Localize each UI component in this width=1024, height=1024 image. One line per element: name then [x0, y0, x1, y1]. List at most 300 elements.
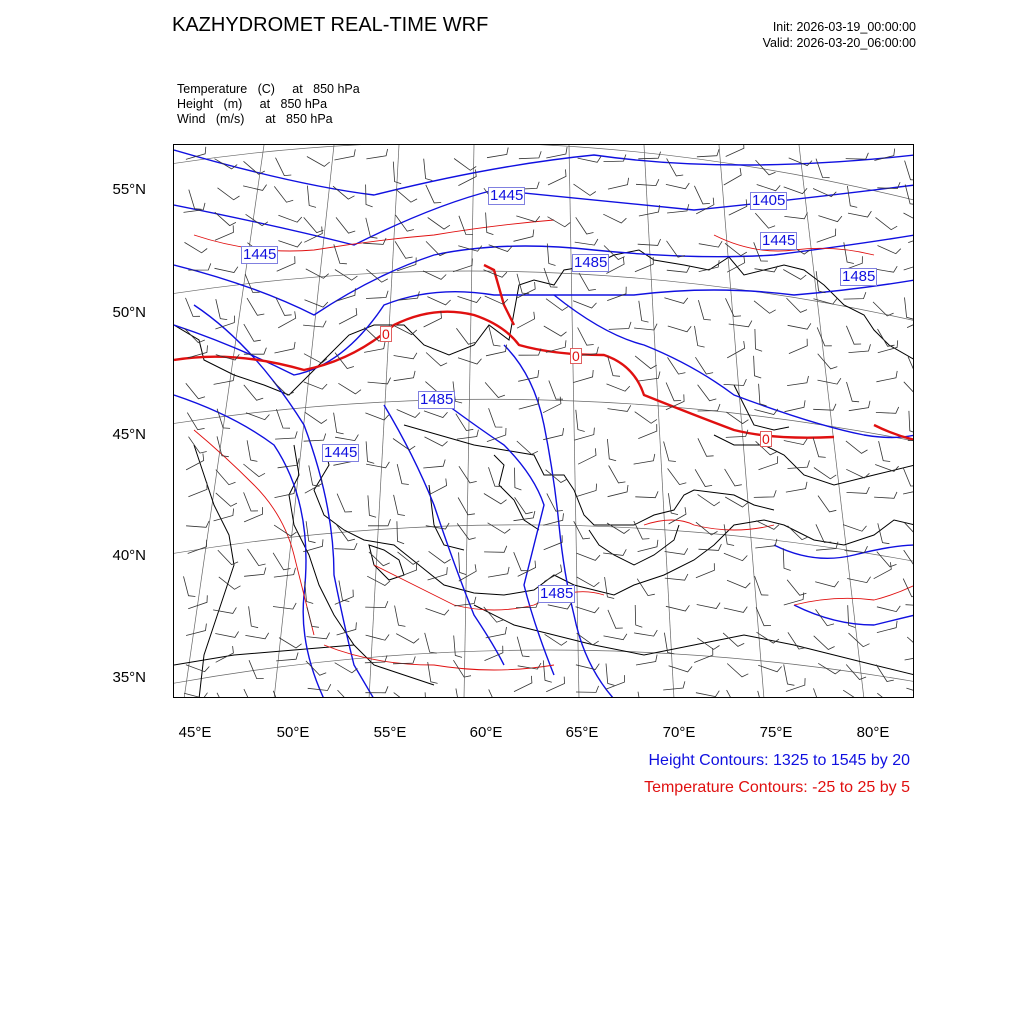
wind-barb [366, 185, 373, 207]
wind-barb [725, 469, 742, 486]
wind-barb [398, 552, 420, 565]
wind-barb [544, 535, 563, 550]
wind-barb [638, 692, 648, 698]
wind-barb [846, 441, 868, 454]
height-label: 1445 [490, 187, 524, 204]
wind-barb [397, 410, 420, 418]
wind-barb [905, 161, 914, 181]
wind-barb [243, 185, 267, 191]
wind-barb [188, 540, 207, 554]
wind-barb [818, 496, 836, 512]
wind-barb [754, 356, 762, 378]
wind-barb [515, 468, 522, 490]
wind-barb [215, 225, 233, 240]
wind-barb [484, 494, 507, 504]
wind-barb [454, 159, 476, 171]
wind-barb [366, 441, 374, 463]
wind-barb [546, 470, 568, 483]
wind-barb [696, 563, 715, 578]
wind-barb [663, 681, 685, 690]
wind-barb [304, 382, 327, 389]
wind-barb [908, 357, 914, 375]
wind-barb [485, 296, 508, 304]
wind-barb [306, 661, 326, 675]
wind-barb [335, 435, 358, 441]
wind-barb [814, 468, 836, 479]
wind-barb [667, 266, 690, 272]
wind-barb [726, 298, 742, 316]
wind-barb [454, 636, 462, 658]
wind-barb [459, 552, 467, 574]
wind-barb [425, 692, 433, 698]
wind-barb [818, 378, 841, 384]
lon-line-55 [369, 145, 399, 698]
wind-barb [754, 301, 776, 314]
wind-barb [576, 664, 599, 670]
wind-barb [573, 301, 596, 308]
wind-barb [519, 397, 539, 409]
map-panel [173, 144, 914, 698]
wind-barb [245, 633, 268, 639]
wind-barb [608, 610, 623, 628]
wind-barb [755, 266, 778, 272]
wind-barb [905, 297, 914, 319]
wind-barb [394, 353, 417, 359]
wind-barb [849, 633, 870, 647]
wind-barb [423, 460, 445, 469]
lat-label-40: 40°N [112, 547, 146, 564]
lat-label-45: 45°N [112, 426, 146, 443]
height-contour [774, 545, 914, 558]
wind-barb [844, 292, 866, 299]
wind-barb [276, 298, 292, 316]
wind-barb [668, 469, 687, 485]
wind-barb [665, 548, 688, 554]
wind-barb [247, 298, 264, 315]
wind-barb [426, 608, 449, 615]
wind-barb [725, 243, 747, 255]
temperature-contours-legend: Temperature Contours: -25 to 25 by 5 [644, 779, 910, 796]
wind-barb [189, 190, 202, 210]
wind-barb [874, 562, 892, 579]
wind-barb [543, 660, 552, 682]
wind-barb [666, 183, 689, 189]
wind-barb [489, 408, 503, 427]
lon-label-70: 70°E [662, 724, 696, 741]
lat-line-55 [174, 145, 914, 205]
wind-barb [514, 676, 532, 692]
wind-barb [635, 356, 657, 369]
wind-barb [846, 665, 866, 680]
wind-barb [847, 186, 857, 207]
wind-barb [275, 342, 296, 353]
wind-barb [879, 441, 891, 461]
wind-barb [876, 371, 897, 382]
wind-barb [429, 551, 451, 563]
wind-barb [365, 601, 388, 608]
wind-barb [307, 633, 330, 639]
wind-barb [215, 632, 238, 638]
wind-barb [694, 186, 710, 204]
wind-barb [814, 636, 835, 650]
wind-barb [876, 217, 898, 229]
wind-barb [396, 634, 419, 644]
wind-barb [877, 693, 899, 698]
wind-barb [304, 354, 327, 364]
wind-barb [699, 544, 722, 550]
wind-barb [243, 464, 265, 477]
height-label: 1485 [540, 585, 574, 602]
lon-label-80: 80°E [856, 724, 890, 741]
run-times [763, 19, 916, 51]
wind-barb [789, 339, 807, 354]
wind-barb [846, 153, 869, 159]
wind-barb [334, 149, 355, 160]
wind-barb [727, 580, 750, 588]
wind-barb [607, 439, 616, 461]
wind-barb [334, 413, 344, 434]
uzbekistan-border [494, 455, 539, 530]
wind-barb [874, 266, 897, 272]
wind-barb [214, 374, 235, 385]
wind-barb [665, 574, 688, 580]
height-label: 1445 [243, 246, 277, 263]
wind-barb [578, 156, 601, 162]
wind-barb [459, 216, 473, 235]
wind-barb [546, 299, 568, 311]
wind-barb [368, 378, 391, 384]
wind-barb [608, 178, 629, 189]
wind-barb [874, 492, 897, 498]
wind-barb [636, 179, 659, 185]
wind-barb [878, 523, 890, 543]
wind-barb [453, 259, 472, 272]
wind-barb [607, 287, 626, 301]
wind-barb [426, 353, 447, 366]
wind-barb [698, 385, 717, 401]
wind-barb [815, 581, 838, 587]
wind-barb [817, 229, 836, 243]
wind-barb [876, 665, 894, 682]
wind-barb [699, 241, 722, 247]
wind-barb [904, 213, 915, 222]
wind-barb [276, 409, 290, 428]
wind-barb [305, 582, 314, 604]
wind-barb [724, 379, 747, 385]
wind-barb [394, 693, 416, 698]
wind-barb [548, 603, 571, 609]
wind-barb [909, 411, 914, 433]
iran-border [174, 645, 354, 665]
wind-barb [216, 646, 234, 662]
wind-barb [846, 469, 869, 478]
wind-barb [547, 493, 563, 511]
wind-barb [339, 581, 349, 602]
wind-barb [366, 149, 387, 159]
lon-label-55: 55°E [373, 724, 407, 741]
wind-barb [456, 689, 467, 699]
wind-barb [635, 412, 657, 424]
wind-barb [274, 186, 293, 202]
wind-barb [634, 630, 657, 636]
temperature-label: 0 [382, 326, 390, 342]
aral-sea [369, 545, 404, 580]
wind-barb [906, 600, 915, 606]
wind-barb [636, 655, 657, 665]
wind-barb [397, 258, 416, 271]
height-contour [174, 150, 914, 195]
wind-barb [846, 326, 861, 344]
wind-barb [273, 553, 290, 570]
height-label: 1445 [762, 232, 796, 249]
wind-barb [548, 169, 566, 185]
wind-barb [576, 217, 594, 234]
wind-barb [698, 438, 714, 456]
wind-barb [185, 242, 208, 252]
wind-barb [213, 607, 236, 613]
wind-barb [307, 157, 330, 167]
wind-barb [845, 546, 868, 552]
caspian-west-coast [194, 445, 234, 698]
lon-label-75: 75°E [759, 724, 793, 741]
wind-barb [278, 458, 300, 467]
field-descriptions [177, 82, 360, 127]
wind-barb [489, 689, 504, 698]
init-time: Init: 2026-03-19_00:00:00 [772, 20, 916, 34]
chart-title: KAZHYDROMET REAL-TIME WRF [172, 14, 489, 36]
wind-barb [338, 383, 361, 394]
wind-barb [573, 370, 593, 383]
wind-barb [244, 689, 260, 698]
wind-barb [603, 214, 626, 223]
central-asia-southern-border [314, 445, 914, 595]
wind-barb [217, 693, 233, 698]
wind-barb [425, 437, 448, 446]
wind-barb [849, 344, 871, 352]
wind-barb [215, 267, 238, 273]
wind-barb [338, 690, 358, 698]
wind-barb [814, 688, 828, 698]
wind-barb [549, 381, 563, 400]
wind-barb [189, 437, 207, 453]
wind-barb [428, 218, 450, 230]
wind-barb [634, 454, 655, 464]
wind-barb [878, 246, 901, 254]
wind-barb [304, 217, 324, 232]
wind-barb [426, 185, 441, 203]
wind-barb [488, 523, 511, 534]
wind-barb [786, 678, 805, 691]
wind-barb [186, 624, 206, 636]
wind-barb [667, 241, 685, 257]
wind-barb [334, 244, 347, 263]
wind-barb [608, 485, 628, 497]
wind-barb [218, 188, 240, 200]
wind-barb [514, 230, 534, 242]
wind-barb [184, 576, 196, 596]
wind-barb [813, 404, 836, 410]
height-label: 1405 [752, 192, 786, 209]
wind-barb [454, 597, 476, 606]
wind-barb [514, 552, 529, 571]
wind-barb [847, 382, 860, 402]
wind-barb [186, 665, 209, 672]
wind-barb [606, 675, 625, 689]
wind-barb [279, 638, 302, 648]
wind-barb [904, 382, 914, 397]
wind-barb [244, 568, 266, 577]
wind-barb [336, 217, 355, 233]
field-temperature: Temperature (C) at 850 hPa [177, 82, 360, 96]
wind-barb [574, 184, 596, 195]
wind-barb [395, 606, 406, 627]
wind-barb [216, 470, 236, 485]
height-contour [174, 395, 324, 698]
wind-barb [607, 384, 630, 391]
wind-barb [424, 411, 448, 418]
wind-barb [606, 664, 614, 686]
wind-barb [244, 492, 258, 511]
wind-barb [396, 189, 417, 202]
wind-barb [333, 186, 355, 199]
wind-barb [546, 677, 564, 692]
lat-label-50: 50°N [112, 304, 146, 321]
wind-barb [429, 479, 447, 495]
field-height: Height (m) at 850 hPa [177, 97, 328, 111]
wind-barb [756, 160, 776, 175]
wind-barb [817, 327, 832, 346]
wind-barb [875, 465, 898, 472]
wind-barb [757, 185, 781, 191]
wind-barb [305, 300, 328, 307]
wind-barb [423, 271, 446, 280]
wind-barb [368, 495, 376, 517]
wind-barb [726, 145, 744, 157]
wind-barb [664, 298, 687, 304]
wind-barb [339, 308, 357, 324]
wind-barb [458, 498, 475, 515]
wind-barb [244, 324, 261, 341]
wind-barb [847, 487, 870, 493]
wind-barb [484, 546, 507, 553]
height-label: 1485 [574, 254, 608, 271]
wind-barb [578, 448, 596, 464]
wind-barb [696, 198, 714, 214]
lat-line-40 [174, 525, 914, 565]
wind-barb [425, 633, 437, 653]
wind-barb [904, 550, 914, 567]
wind-barb [276, 158, 292, 176]
wind-barb [424, 159, 433, 181]
wind-barb [307, 186, 316, 208]
lon-line-75 [719, 145, 764, 698]
wind-barb [249, 606, 259, 627]
wind-barb [907, 637, 914, 650]
wind-barb [666, 383, 681, 401]
wind-barb [635, 605, 642, 627]
wind-barb [759, 384, 767, 406]
wind-barb [217, 436, 229, 456]
wind-barb [639, 301, 649, 322]
wind-barb [307, 607, 319, 627]
wind-barb [366, 291, 388, 299]
wind-barb [785, 400, 806, 411]
wind-barb [609, 466, 626, 483]
wind-barb [698, 494, 720, 505]
wind-barb [337, 494, 352, 512]
temperature-label: 0 [572, 348, 580, 364]
wind-barb [248, 549, 266, 566]
wind-barb [216, 493, 237, 506]
kyrgyz-china-border [714, 435, 914, 485]
wind-barb [605, 577, 615, 598]
wind-barb [516, 216, 540, 222]
wind-barb [729, 199, 747, 215]
wind-barb [365, 413, 388, 420]
wind-barb [486, 213, 494, 235]
wind-barb [576, 410, 585, 432]
wind-barb [725, 497, 748, 507]
wind-barb [635, 491, 658, 497]
wind-barb [724, 168, 741, 185]
temperature-label: 0 [762, 431, 770, 447]
wind-barb [816, 159, 830, 178]
wind-barb [877, 621, 897, 633]
wind-barb [784, 213, 807, 219]
wind-barb [604, 634, 627, 640]
wind-barb [216, 299, 227, 320]
wind-barb [847, 577, 870, 583]
wind-barb [667, 158, 684, 176]
wind-barb [247, 440, 257, 461]
wind-barb [218, 550, 238, 565]
wind-barb [697, 603, 720, 609]
wind-barb [488, 567, 509, 577]
wind-barb [818, 354, 838, 369]
wind-barb [878, 329, 895, 346]
wind-barb [305, 412, 327, 423]
wind-barb [334, 543, 357, 549]
wind-barb [787, 376, 808, 386]
height-label: 1485 [842, 268, 876, 285]
wind-barb [849, 401, 870, 411]
lon-line-80 [799, 145, 864, 698]
wind-barb [787, 298, 808, 312]
lat-line-50 [174, 271, 914, 325]
wind-barb [877, 606, 900, 612]
wind-barb [877, 552, 897, 567]
wind-barb [816, 524, 831, 542]
wind-barb [244, 507, 263, 522]
lon-label-65: 65°E [565, 724, 599, 741]
wind-barb [638, 540, 658, 552]
wind-barb [397, 464, 409, 484]
wind-barb [813, 438, 826, 458]
wind-barb [843, 690, 865, 698]
wind-barb [543, 513, 563, 525]
wind-barb [724, 553, 747, 561]
wind-barb [456, 328, 475, 344]
russia-kazakhstan-border [174, 250, 914, 395]
wind-barb [548, 217, 571, 227]
lat-label-35: 35°N [112, 669, 146, 686]
wind-barb [664, 442, 676, 462]
height-contour [174, 280, 914, 375]
wind-barb [246, 413, 269, 420]
wind-barb [696, 691, 719, 697]
wind-barb [608, 405, 631, 411]
wind-barb [184, 693, 207, 698]
